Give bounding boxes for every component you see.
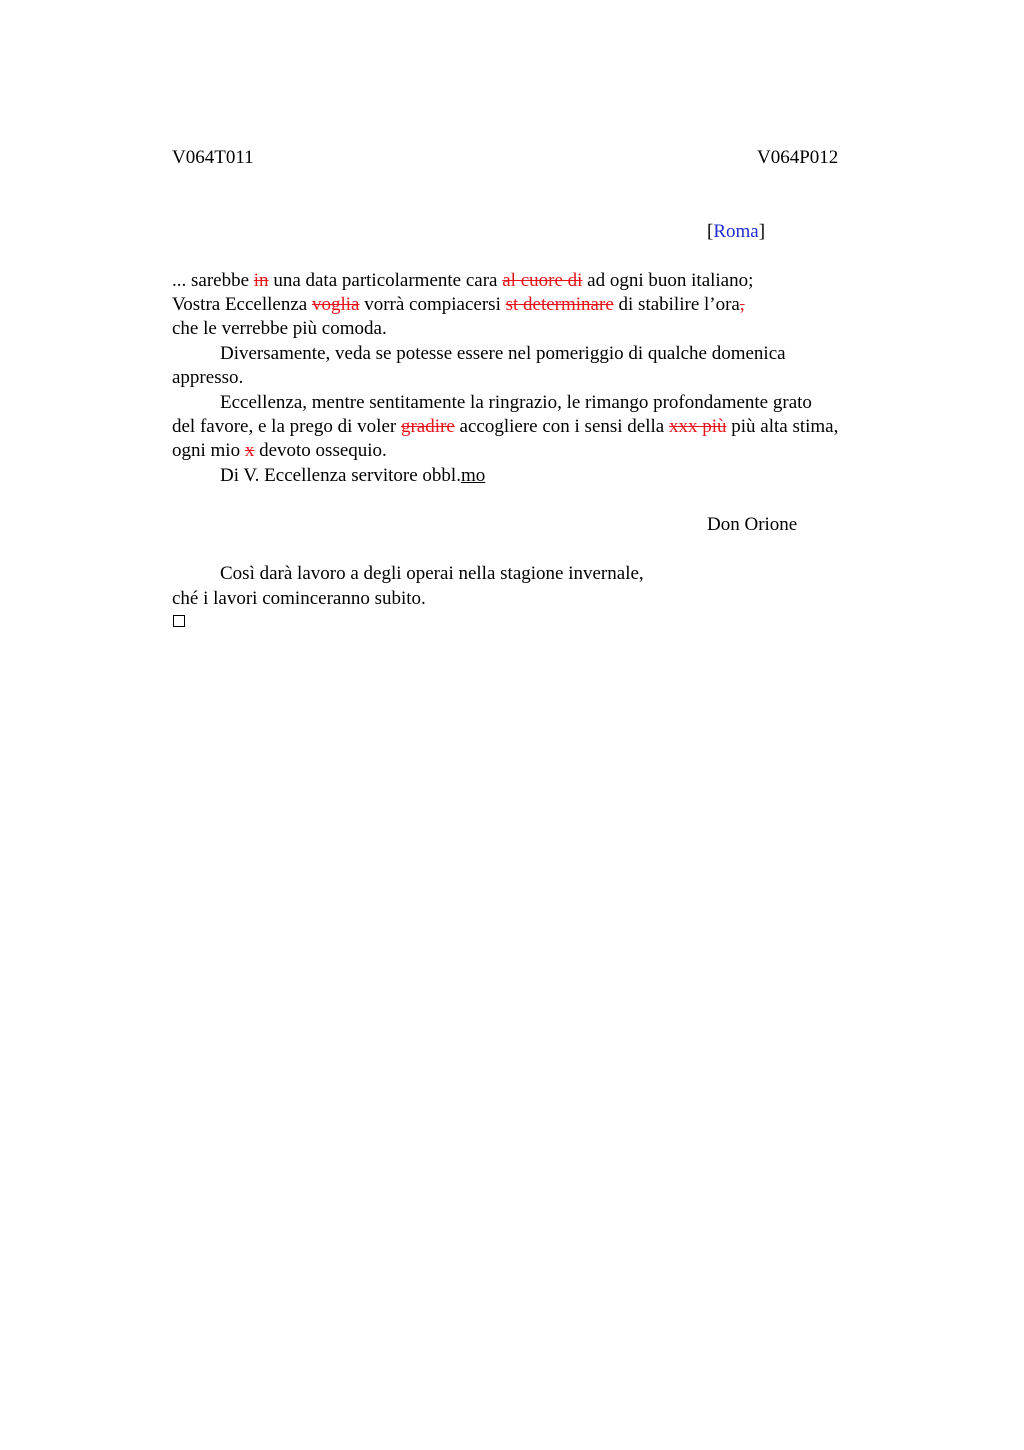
text-line-5: appresso.: [172, 367, 244, 388]
document-code-right: V064P012: [757, 147, 839, 168]
text-line-6: Eccellenza, mentre sentitamente la ringrazio, le rimango profondamente grato: [220, 392, 812, 413]
text-segment: devoto ossequio.: [254, 440, 387, 461]
deleted-text: gradire: [400, 416, 455, 437]
text-line-3: che le verrebbe più comoda.: [172, 318, 387, 339]
place-close-bracket: ]: [758, 221, 766, 242]
place-line: [707, 220, 765, 244]
text-line-2: [172, 293, 745, 317]
postscript-line-2: ché i lavori cominceranno subito.: [172, 588, 426, 609]
text-segment: accogliere con i sensi della: [454, 416, 669, 437]
deleted-text: st determinare: [505, 294, 614, 315]
closing-line: [220, 464, 485, 488]
signature: Don Orione: [707, 514, 798, 535]
text-segment: Vostra Eccellenza: [172, 294, 312, 315]
deleted-text: x: [244, 440, 255, 461]
deleted-text: in: [253, 270, 269, 291]
text-line-4: Diversamente, veda se potesse essere nel pomeriggio di qualche domenica: [220, 343, 786, 364]
text-segment: Di V. Eccellenza servitore obbl.: [220, 465, 461, 486]
text-segment: di stabilire l’ora: [613, 294, 740, 315]
text-segment: ogni mio: [172, 440, 245, 461]
abbreviation-superscript: mo: [460, 465, 486, 486]
text-segment: più alta stima,: [726, 416, 839, 437]
end-marker-box: [173, 615, 185, 627]
text-segment: ... sarebbe: [172, 270, 254, 291]
postscript-line-1: Così darà lavoro a degli operai nella stagione invernale,: [220, 563, 644, 584]
document-code-left: V064T011: [172, 147, 254, 168]
deleted-text: xxx più: [668, 416, 727, 437]
place-open-bracket: [: [707, 221, 714, 242]
text-line-8: [172, 439, 387, 463]
text-segment: ad ogni buon italiano;: [582, 270, 754, 291]
text-line-7: [172, 415, 838, 439]
text-segment: del favore, e la prego di voler: [172, 416, 401, 437]
deleted-text: ,: [739, 294, 745, 315]
text-segment: vorrà compiacersi: [359, 294, 506, 315]
deleted-text: al cuore di: [502, 270, 583, 291]
text-line-1: [172, 269, 753, 293]
place-name: Roma: [713, 221, 759, 242]
text-segment: una data particolarmente cara: [268, 270, 503, 291]
deleted-text: voglia: [311, 294, 360, 315]
